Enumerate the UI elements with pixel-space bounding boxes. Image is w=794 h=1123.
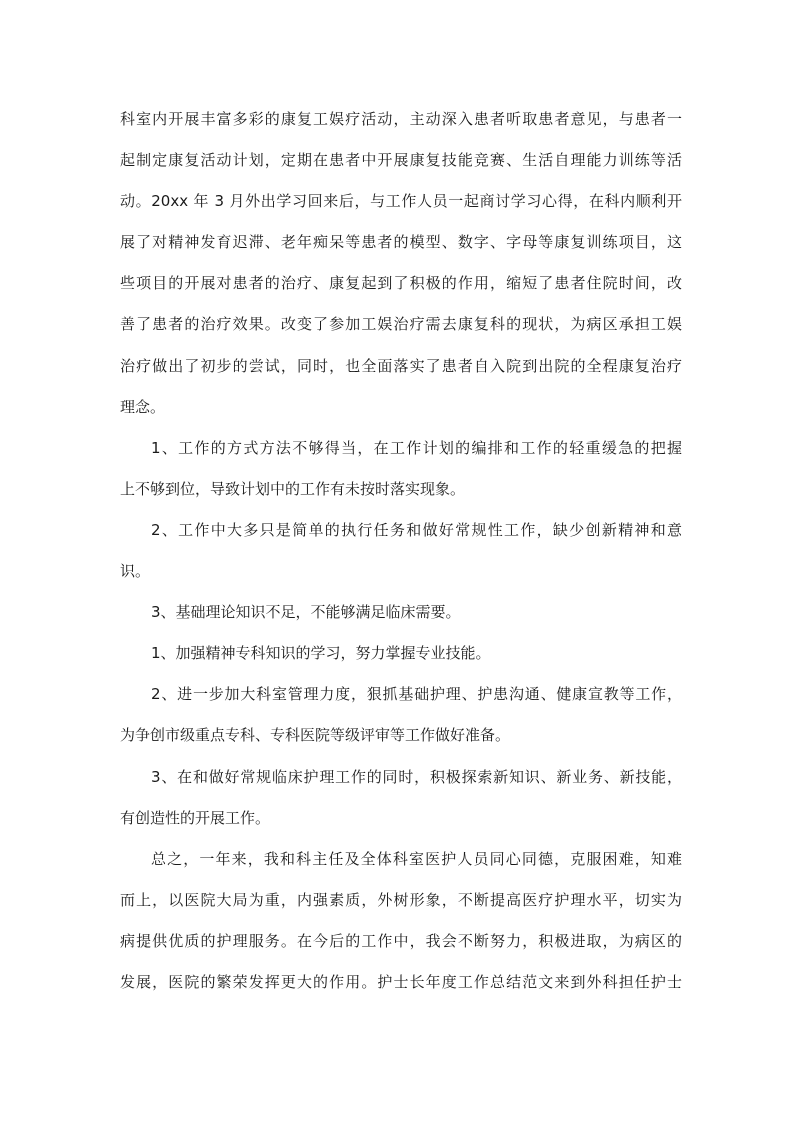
text-line: 些项目的开展对患者的治疗、康复起到了积极的作用，缩短了患者住院时间，改 xyxy=(120,274,682,293)
text-line: 病提供优质的护理服务。在今后的工作中，我会不断努力，积极进取，为病区的 xyxy=(120,931,682,950)
text-line: 1、工作的方式方法不够得当，在工作计划的编排和工作的轻重缓急的把握 xyxy=(151,438,682,457)
text-line: 识。 xyxy=(120,562,151,581)
text-line: 上不够到位，导致计划中的工作有未按时落实现象。 xyxy=(120,479,466,498)
text-line: 有创造性的开展工作。 xyxy=(120,808,271,827)
text-line: 3、基础理论知识不足，不能够满足临床需要。 xyxy=(151,603,461,622)
text-line: 2、工作中大多只是简单的执行任务和做好常规性工作，缺少创新精神和意 xyxy=(151,520,682,539)
text-line: 展了对精神发育迟滞、老年痴呆等患者的模型、数字、字母等康复训练项目，这 xyxy=(120,233,682,252)
text-line: 理念。 xyxy=(120,397,166,416)
text-line: 总之，一年来，我和科主任及全体科室医护人员同心同德，克服困难，知难 xyxy=(151,849,682,868)
text-line: 3、在和做好常规临床护理工作的同时，积极探索新知识、新业务、新技能， xyxy=(151,767,682,786)
text-line: 动。20xx 年 3 月外出学习回来后，与工作人员一起商讨学习心得，在科内顺利开 xyxy=(120,192,682,211)
body-text xyxy=(120,99,682,1003)
text-line: 科室内开展丰富多彩的康复工娱疗活动，主动深入患者听取患者意见，与患者一 xyxy=(120,110,682,128)
text-line: 善了患者的治疗效果。改变了参加工娱治疗需去康复科的现状，为病区承担工娱 xyxy=(120,315,682,334)
text-line: 发展，医院的繁荣发挥更大的作用。护士长年度工作总结范文来到外科担任护士 xyxy=(120,972,682,991)
text-line: 1、加强精神专科知识的学习，努力掌握专业技能。 xyxy=(151,644,491,663)
text-line: 起制定康复活动计划，定期在患者中开展康复技能竞赛、生活自理能力训练等活 xyxy=(120,151,682,170)
text-line: 治疗做出了初步的尝试，同时，也全面落实了患者自入院到出院的全程康复治疗 xyxy=(120,356,682,375)
text-line: 2、进一步加大科室管理力度，狠抓基础护理、护患沟通、健康宣教等工作， xyxy=(151,685,682,704)
text-line: 而上，以医院大局为重，内强素质，外树形象，不断提高医疗护理水平，切实为 xyxy=(120,890,682,909)
text-line: 为争创市级重点专科、专科医院等级评审等工作做好准备。 xyxy=(120,726,511,745)
